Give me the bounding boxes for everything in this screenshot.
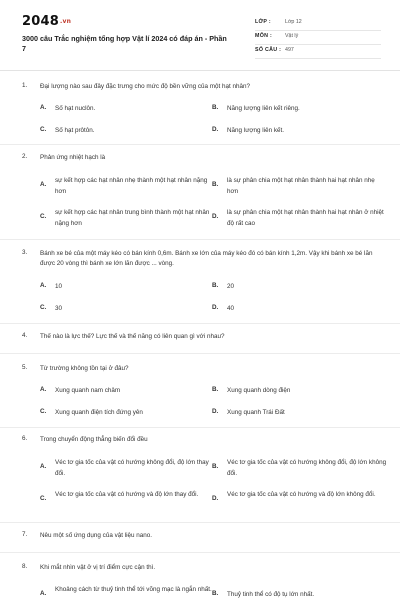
meta-row-class <box>255 16 381 31</box>
option-text: Véc tơ gia tốc của vật có hướng và độ lớn thay đổi. <box>55 491 199 498</box>
option-letter: B. <box>212 463 219 470</box>
option-letter: D. <box>212 408 219 415</box>
question-text: Trong chuyển động thẳng biến đổi đều <box>40 436 148 443</box>
option-text: Véc tơ gia tốc của vật có hướng không đổi, độ lớn thay đổi. <box>55 459 209 477</box>
question-number: 5. <box>22 364 28 371</box>
option-text: Khoảng cách từ thuỷ tinh thể tới võng mạc là ngắn nhất. <box>55 586 212 593</box>
option-text: 20 <box>227 283 235 290</box>
question-number: 8. <box>22 563 28 570</box>
question-number: 3. <box>22 249 28 256</box>
question-divider <box>0 323 400 324</box>
option-text: là sự phân chia một hạt nhân thành hai hạt nhân ở nhiệt độ rất cao <box>227 209 384 227</box>
question-text: Nêu một số ứng dụng của vật liệu nano. <box>40 532 153 539</box>
option-text: 40 <box>227 305 235 312</box>
question-number: 2. <box>22 153 28 160</box>
question-divider <box>0 144 400 145</box>
meta-value: 497 <box>285 47 294 53</box>
option-letter: A. <box>40 104 47 111</box>
question-text: Đại lượng nào sau đây đặc trưng cho mức độ bền vững của một hạt nhân? <box>40 83 251 90</box>
option-letter: B. <box>212 386 219 393</box>
question-text: Từ trường không tồn tại ở đâu? <box>40 365 129 372</box>
option-text: Năng lượng liên kết riêng. <box>227 105 300 112</box>
meta-key: LỚP : <box>255 19 271 25</box>
option-text: 30 <box>55 305 63 312</box>
option-letter: A. <box>40 590 47 597</box>
question-divider <box>0 427 400 428</box>
option-text: Véc tơ gia tốc của vật có hướng và độ lớn không đổi. <box>227 491 376 498</box>
meta-key: SỐ CÂU : <box>255 47 282 53</box>
option-text: Số hạt prôtôn. <box>55 127 95 134</box>
option-text: Véc tơ gia tốc của vật có hướng không đổi, độ lớn không đổi. <box>227 459 387 477</box>
option-letter: D. <box>212 495 219 502</box>
option-letter: D. <box>212 126 219 133</box>
question-number: 1. <box>22 82 28 89</box>
option-letter: C. <box>40 213 47 220</box>
question-text: Khi mắt nhìn vật ở vị trí điểm cực cận thì. <box>40 564 156 571</box>
meta-value: Vật lý <box>285 33 299 39</box>
option-letter: C. <box>40 495 47 502</box>
option-text: Số hạt nuclôn. <box>55 105 96 112</box>
meta-row-count <box>255 44 381 59</box>
option-letter: C. <box>40 408 47 415</box>
page-header <box>0 0 400 66</box>
question-text: Thế nào là lực thế? Lực thế và thế năng có liên quan gì với nhau? <box>40 333 225 340</box>
option-letter: C. <box>40 304 47 311</box>
option-letter: B. <box>212 282 219 289</box>
option-text: Năng lượng liên kết. <box>227 127 285 134</box>
option-letter: A. <box>40 181 47 188</box>
meta-value: Lớp 12 <box>285 19 302 25</box>
meta-row-subject <box>255 30 381 45</box>
option-text: Xung quanh dòng điện <box>227 387 291 394</box>
question-divider <box>0 239 400 240</box>
meta-key: MÔN : <box>255 33 273 39</box>
question-number: 4. <box>22 332 28 339</box>
option-text: Xung quanh nam châm <box>55 387 121 394</box>
option-letter: A. <box>40 386 47 393</box>
header-divider <box>0 70 400 71</box>
option-letter: B. <box>212 181 219 188</box>
question-divider <box>0 353 400 354</box>
question-divider <box>0 552 400 553</box>
option-letter: C. <box>40 126 47 133</box>
option-letter: A. <box>40 463 47 470</box>
option-text: sự kết hợp các hạt nhân trung bình thành một hạt nhân nặng hơn <box>55 209 210 227</box>
option-text: là sự phân chia một hạt nhân thành hai hạt nhân nhẹ hơn <box>227 177 375 195</box>
logo-suffix: .vn <box>59 18 72 25</box>
option-letter: D. <box>212 304 219 311</box>
option-text: Xung quanh điện tích đứng yên <box>55 409 143 416</box>
logo-text: 2048 <box>22 14 59 29</box>
question-text: Phản ứng nhiệt hạch là <box>40 154 106 161</box>
option-letter: B. <box>212 104 219 111</box>
option-text: 10 <box>55 283 63 290</box>
option-letter: A. <box>40 282 47 289</box>
document-title: 3000 câu Trắc nghiệm tổng hợp Vật lí 2024 có đáp án - Phần 7 <box>22 34 227 53</box>
question-number: 6. <box>22 435 28 442</box>
option-letter: D. <box>212 213 219 220</box>
option-text: sự kết hợp các hạt nhân nhẹ thành một hạt nhân nặng hơn <box>55 177 208 195</box>
option-text: Xung quanh Trái Đất <box>227 409 285 416</box>
option-letter: B. <box>212 590 219 597</box>
question-text: Bánh xe bé của một máy kéo có bán kính 0,6m. Bánh xe lớn của máy kéo đó có bán kính 1,2m. Vậy khi bánh xe bé lăn được 20 vòng thì bánh xe lớn lăn được ... vòng. <box>40 250 373 267</box>
site-logo[interactable] <box>22 14 71 29</box>
option-text: Thuỷ tinh thể có độ tụ lớn nhất. <box>227 591 315 598</box>
question-divider <box>0 522 400 523</box>
question-number: 7. <box>22 531 28 538</box>
